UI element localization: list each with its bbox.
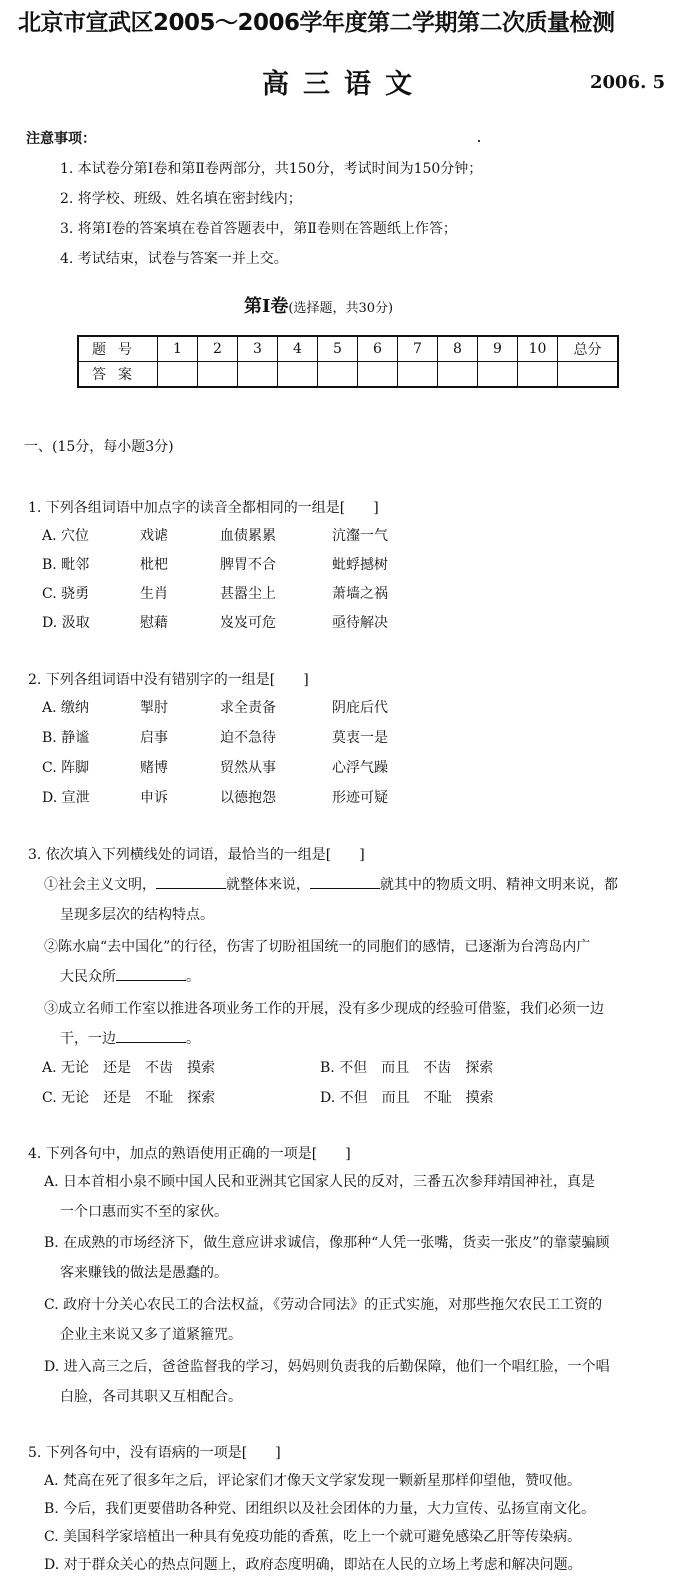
question-number-cell: 10	[518, 336, 558, 362]
answer-cell[interactable]	[518, 362, 558, 388]
q2-option-word: 迫不急待	[220, 730, 276, 746]
q1-option-word: 戏谑	[140, 528, 168, 544]
q3-s2-continued	[60, 966, 200, 986]
q4-stem: 4. 下列各句中，加点的熟语使用正确的一项是[ ]	[28, 1146, 351, 1162]
q1-option-word: A. 穴位	[42, 528, 90, 544]
volume-title-sub: (选择题，共30分)	[288, 301, 394, 316]
fill-blank	[310, 876, 380, 889]
q3-stem: 3. 依次填入下列横线处的词语，最恰当的一组是[ ]	[28, 847, 365, 863]
q2-option-word: 心浮气躁	[332, 760, 388, 776]
fill-blank	[156, 876, 226, 889]
notes-title: 注意事项：	[26, 131, 96, 147]
volume-title-main: 第Ⅰ卷	[244, 296, 289, 317]
q2-option-word: 赌博	[140, 760, 168, 776]
q3-s3-end: 。	[186, 1031, 200, 1047]
answer-cell[interactable]	[278, 362, 318, 388]
q3-sentence-1	[44, 874, 618, 894]
answer-table	[77, 335, 619, 388]
q2-option-word: 形迹可疑	[332, 790, 388, 806]
q4-option-b-continued: 客来赚钱的做法是愚蠢的。	[60, 1265, 228, 1281]
note-item: 3. 将第Ⅰ卷的答案填在卷首答题表中，第Ⅱ卷则在答题纸上作答；	[60, 221, 457, 237]
answer-cell[interactable]	[398, 362, 438, 388]
q2-option-word: 申诉	[140, 790, 168, 806]
q5-stem: 5. 下列各句中，没有语病的一项是[ ]	[28, 1445, 281, 1461]
section-heading: 一、(15分，每小题3分)	[24, 439, 174, 455]
q4-option-a: A. 日本首相小泉不顾中国人民和亚洲其它国家人民的反对，三番五次参拜靖国神社，真是	[44, 1174, 596, 1190]
q2-stem: 2. 下列各组词语中没有错别字的一组是[ ]	[28, 672, 309, 688]
q4-option-d: D. 进入高三之后，爸爸监督我的学习，妈妈则负责我的后勤保障，他们一个唱红脸，一个唱	[44, 1359, 610, 1375]
q1-option-word: B. 毗邻	[42, 557, 90, 573]
note-item: 4. 考试结束，试卷与答案一并上交。	[60, 251, 288, 267]
exam-date: 2006. 5	[590, 72, 666, 93]
q2-option-word: 阴庇后代	[332, 700, 388, 716]
question-number-cell: 3	[238, 336, 278, 362]
q5-option-d: D. 对于群众关心的热点问题上，政府态度明确，即站在人民的立场上考虑和解决问题。	[44, 1557, 582, 1573]
q1-stem: 1. 下列各组词语中加点字的读音全都相同的一组是[ ]	[28, 500, 379, 516]
q2-option-word: A. 缴纳	[42, 700, 90, 716]
q3-sentence-3: ③成立名师工作室以推进各项业务工作的开展，没有多少现成的经验可借鉴，我们必须一边	[44, 1001, 604, 1017]
answer-cell[interactable]	[358, 362, 398, 388]
answer-cell[interactable]	[438, 362, 478, 388]
answer-cell[interactable]	[238, 362, 278, 388]
total-score-label: 总分	[558, 336, 619, 362]
answer-cell[interactable]	[318, 362, 358, 388]
q2-option-word: D. 宣泄	[42, 790, 90, 806]
q3-sentence-2: ②陈水扁“去中国化”的行径，伤害了切盼祖国统一的同胞们的感情，已逐渐为台湾岛内广	[44, 939, 591, 955]
question-number-cell: 9	[478, 336, 518, 362]
q3-s1-text-b: 就整体来说，	[226, 877, 310, 893]
q3-s1-text-c: 就其中的物质文明、精神文明来说，都	[380, 877, 618, 893]
note-item: 1. 本试卷分第Ⅰ卷和第Ⅱ卷两部分，共150分，考试时间为150分钟；	[60, 161, 483, 177]
q5-option-c: C. 美国科学家培植出一种具有免疫功能的香蕉，吃上一个就可避免感染乙肝等传染病。	[44, 1529, 582, 1545]
question-number-cell: 6	[358, 336, 398, 362]
q1-option-word: 蚍蜉撼树	[332, 557, 388, 573]
q2-option-word: 掣肘	[140, 700, 168, 716]
q1-option-word: 岌岌可危	[220, 615, 276, 631]
question-number-cell: 1	[158, 336, 198, 362]
q3-s3-continued	[60, 1028, 200, 1048]
question-number-label: 题号	[78, 336, 158, 362]
q1-option-word: 慰藉	[140, 615, 168, 631]
question-number-cell: 8	[438, 336, 478, 362]
q1-option-word: 血债累累	[220, 528, 276, 544]
q2-option-word: C. 阵脚	[42, 760, 90, 776]
note-item: 2. 将学校、班级、姓名填在密封线内；	[60, 191, 302, 207]
exam-subject: 高三语文	[262, 69, 426, 100]
q4-option-c-continued: 企业主来说又多了道紧箍咒。	[60, 1327, 242, 1343]
exam-header-title: 北京市宣武区2005～2006学年度第二学期第二次质量检测	[18, 10, 615, 36]
q1-option-word: C. 骁勇	[42, 586, 90, 602]
q4-option-a-continued: 一个口惠而实不至的家伙。	[60, 1204, 228, 1220]
q1-option-word: 脾胃不合	[220, 557, 276, 573]
answer-table-header-row	[78, 336, 618, 362]
q4-option-d-continued: 白脸，各司其职又互相配合。	[60, 1389, 242, 1405]
scan-speck	[478, 140, 480, 142]
q1-option-word: 沆瀣一气	[332, 528, 388, 544]
q3-s3-text: 干，一边	[60, 1031, 116, 1047]
q1-option-word: 萧墙之祸	[332, 586, 388, 602]
question-number-cell: 5	[318, 336, 358, 362]
q3-s1-text-a: ①社会主义文明，	[44, 877, 156, 893]
q2-option-word: 启事	[140, 730, 168, 746]
answer-label: 答案	[78, 362, 158, 388]
q3-option-c: C. 无论 还是 不耻 探索	[42, 1090, 216, 1106]
answer-cell[interactable]	[478, 362, 518, 388]
q5-option-b: B. 今后，我们更要借助各种党、团组织以及社会团体的力量，大力宣传、弘扬宣南文化。	[44, 1501, 596, 1517]
q3-s2-text: 大民众所	[60, 969, 116, 985]
q2-option-word: 贸然从事	[220, 760, 276, 776]
q3-option-a: A. 无论 还是 不齿 摸索	[42, 1060, 216, 1076]
answer-cell[interactable]	[158, 362, 198, 388]
q1-option-word: 生肖	[140, 586, 168, 602]
q2-option-word: 莫衷一是	[332, 730, 388, 746]
q3-option-d: D. 不但 而且 不耻 摸索	[320, 1090, 494, 1106]
q3-s1-continued: 呈现多层次的结构特点。	[60, 907, 214, 923]
q3-s2-end: 。	[186, 969, 200, 985]
fill-blank	[116, 1030, 186, 1043]
answer-cell[interactable]	[198, 362, 238, 388]
q4-option-c: C. 政府十分关心农民工的合法权益，《劳动合同法》的正式实施，对那些拖欠农民工工资的	[44, 1297, 603, 1313]
q4-option-b: B. 在成熟的市场经济下，做生意应讲求诚信，像那种“人凭一张嘴，货卖一张皮”的靠蒙骗顾	[44, 1235, 610, 1251]
volume-title	[244, 292, 393, 318]
q1-option-word: 亟待解决	[332, 615, 388, 631]
q2-option-word: 求全责备	[220, 700, 276, 716]
q1-option-word: 甚嚣尘上	[220, 586, 276, 602]
question-number-cell: 4	[278, 336, 318, 362]
q2-option-word: 以德抱怨	[220, 790, 276, 806]
answer-table-answer-row	[78, 362, 618, 388]
question-number-cell: 7	[398, 336, 438, 362]
q1-option-word: 枇杷	[140, 557, 168, 573]
total-score-cell[interactable]	[558, 362, 619, 388]
question-number-cell: 2	[198, 336, 238, 362]
q1-option-word: D. 汲取	[42, 615, 90, 631]
q2-option-word: B. 静谧	[42, 730, 90, 746]
q3-option-b: B. 不但 而且 不齿 探索	[320, 1060, 494, 1076]
q5-option-a: A. 梵高在死了很多年之后，评论家们才像天文学家发现一颗新星那样仰望他，赞叹他。	[44, 1473, 582, 1489]
fill-blank	[116, 968, 186, 981]
